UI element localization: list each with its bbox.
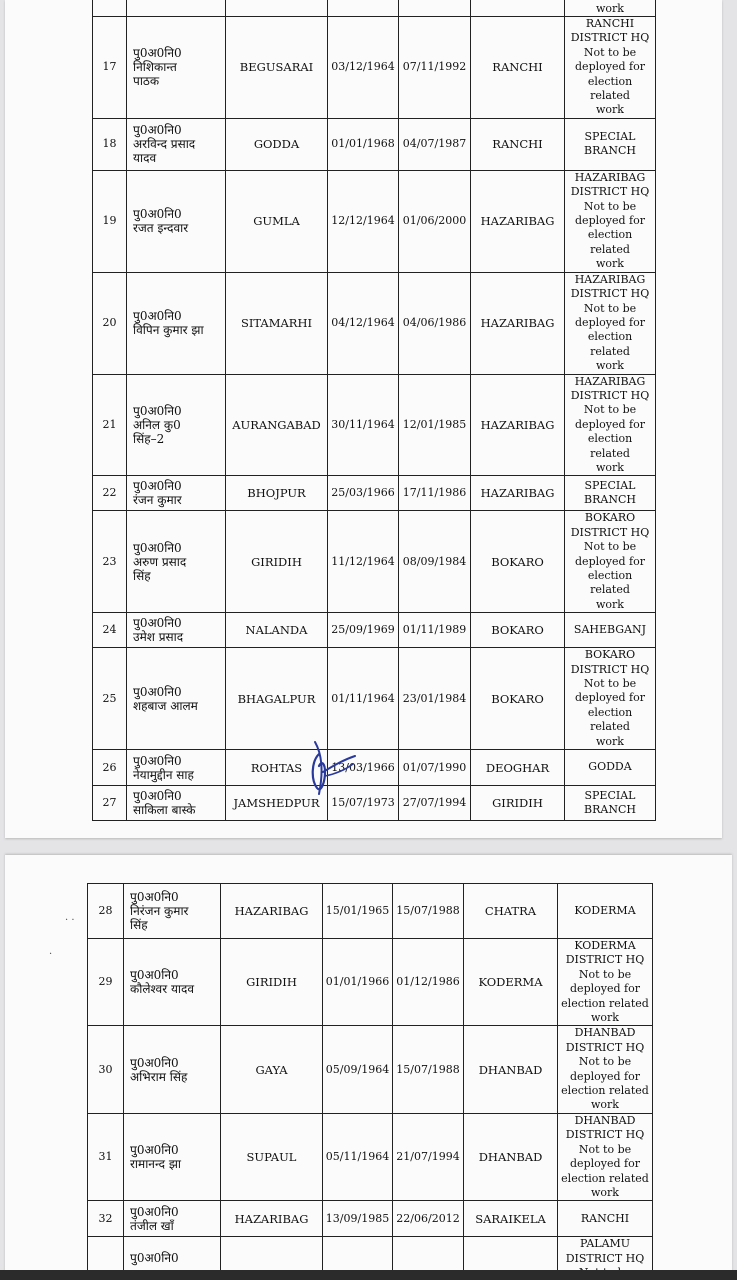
table-row	[93, 476, 656, 511]
officer-name-line: शहबाज आलम	[133, 698, 198, 713]
date-of-birth-cell: 25/03/1966	[328, 476, 399, 511]
home-district-cell: AURANGABAD	[226, 374, 328, 476]
table-row	[93, 272, 656, 374]
date-of-birth-cell: 15/01/1965	[323, 884, 393, 939]
text-line: DISTRICT HQ	[570, 287, 650, 301]
text-line: work	[596, 257, 624, 271]
text-line: work	[591, 1098, 619, 1112]
officer-name-line: सिंह	[130, 918, 148, 932]
personnel-table-page-2	[87, 883, 653, 1280]
text-line: KODERMA	[574, 939, 636, 952]
officer-name-line: साकिला बास्के	[133, 803, 196, 818]
text-line: SAHEBGANJ	[573, 623, 647, 637]
text-line: DISTRICT HQ	[570, 662, 650, 676]
text-line: Not to be	[578, 967, 632, 981]
proposed-posting-remark-cell	[558, 1113, 653, 1200]
text-line: Not to be	[578, 1055, 632, 1069]
officer-name-line: रंजन कुमार	[133, 493, 182, 508]
officer-name-line: सिंह–2	[133, 431, 165, 446]
appointment-date-cell: 22/06/2012	[393, 1201, 464, 1237]
current-posting-cell: HAZARIBAG	[471, 272, 565, 374]
current-posting-cell: DHANBAD	[464, 1026, 558, 1113]
text-line: election related	[561, 1084, 649, 1098]
appointment-date-cell: 27/07/1994	[399, 786, 471, 821]
text-line: work	[591, 1185, 619, 1199]
text-line: SPECIAL	[584, 129, 636, 143]
appointment-date-cell: 01/07/1990	[399, 750, 471, 786]
date-of-birth-cell: 13/03/1966	[328, 750, 399, 786]
text-line: work	[596, 359, 624, 373]
personnel-table-page-1	[92, 0, 656, 821]
proposed-posting-remark-cell	[565, 170, 656, 272]
officer-name-line: पु0अ0नि0	[133, 684, 182, 699]
officer-name-cell: पु0अ0नि0	[124, 1237, 221, 1280]
text-line: election related	[587, 705, 633, 734]
officer-name-line: अरुण प्रसाद	[133, 554, 187, 569]
home-district-cell: BHAGALPUR	[226, 648, 328, 750]
text-line: DHANBAD	[574, 1113, 636, 1127]
text-line: HAZARIBAG	[574, 272, 646, 286]
text-line: PALAMU	[579, 1237, 631, 1251]
proposed-posting-remark-cell	[565, 613, 656, 648]
text-line: DHANBAD	[574, 1026, 636, 1040]
officer-name-line: पु0अ0नि0	[130, 1055, 179, 1070]
current-posting-cell: SARAIKELA	[464, 1201, 558, 1237]
home-district-cell: HAZARIBAG	[221, 884, 323, 939]
text-line: DISTRICT HQ	[565, 1128, 645, 1142]
date-of-birth-cell: 12/12/1964	[328, 170, 399, 272]
officer-name-line: पु0अ0नि0	[130, 1204, 179, 1219]
appointment-date-cell: 15/07/1988	[393, 1026, 464, 1113]
officer-name-line: कौलेश्वर यादव	[130, 982, 195, 997]
text-line: DISTRICT HQ	[570, 388, 650, 402]
table-row	[88, 1201, 653, 1237]
proposed-posting-remark-cell	[558, 939, 653, 1026]
serial-number-cell: 29	[88, 939, 124, 1026]
serial-number-cell: 28	[88, 884, 124, 939]
text-line: Not to be	[583, 403, 637, 417]
home-district-cell: SUPAUL	[221, 1113, 323, 1200]
home-district-cell: GODDA	[226, 118, 328, 170]
serial-number-cell: 27	[93, 786, 127, 821]
officer-name-line: अरविन्द प्रसाद	[133, 137, 196, 152]
current-posting-cell: KODERMA	[464, 939, 558, 1026]
text-line: work	[596, 103, 624, 117]
table-row	[93, 511, 656, 613]
date-of-birth-cell: 05/11/1964	[323, 1113, 393, 1200]
remark-cell: work	[565, 0, 656, 17]
proposed-posting-remark-cell	[565, 272, 656, 374]
current-posting-cell: DHANBAD	[464, 1113, 558, 1200]
home-district-cell: GUMLA	[226, 170, 328, 272]
text-line: election related	[587, 432, 633, 460]
home-district-cell: BEGUSARAI	[226, 17, 328, 119]
text-line: deployed for	[575, 315, 645, 329]
home-district-cell: SITAMARHI	[226, 272, 328, 374]
officer-name-line: रजत इन्दवार	[133, 221, 189, 236]
table-row	[88, 1026, 653, 1113]
officer-name-line: पु0अ0नि0	[130, 968, 179, 983]
proposed-posting-remark-cell	[565, 476, 656, 511]
proposed-posting-remark-cell	[558, 884, 653, 939]
date-of-birth-cell: 13/09/1985	[323, 1201, 393, 1237]
officer-name-cell	[127, 17, 226, 119]
text-line: deployed for	[570, 1157, 640, 1171]
appointment-date-cell: 17/11/1986	[399, 476, 471, 511]
text-line: RANCHI	[580, 1211, 630, 1225]
officer-name-cell	[124, 1113, 221, 1200]
officer-name-line: पु0अ0नि0	[133, 789, 182, 804]
proposed-posting-remark-cell	[565, 374, 656, 476]
officer-name-line: निशिकान्त	[133, 60, 177, 75]
appointment-date-cell: 04/07/1987	[399, 118, 471, 170]
serial-number-cell: 20	[93, 272, 127, 374]
text-line: BOKARO	[584, 648, 636, 662]
officer-name-line: पाठक	[133, 74, 160, 89]
text-line: deployed for	[575, 60, 645, 74]
text-line: DISTRICT HQ	[565, 953, 645, 967]
text-line: BRANCH	[584, 803, 636, 817]
officer-name-line: रामानन्द झा	[130, 1157, 182, 1172]
text-line: election related	[561, 1171, 649, 1185]
officer-name-cell	[127, 511, 226, 613]
text-line: deployed for	[575, 417, 645, 431]
officer-name-line: नेयामुद्दीन साह	[133, 767, 194, 782]
officer-name-cell	[127, 272, 226, 374]
officer-name-cell	[127, 786, 226, 821]
officer-name-line: पु0अ0नि0	[133, 309, 182, 324]
table-row	[93, 17, 656, 119]
date-of-birth-cell: 01/11/1964	[328, 648, 399, 750]
appointment-date-cell: 01/11/1989	[399, 613, 471, 648]
appointment-date-cell: 01/06/2000	[399, 170, 471, 272]
text-line: work	[596, 734, 624, 748]
text-line: BOKARO	[584, 511, 636, 525]
proposed-posting-remark-cell	[565, 750, 656, 786]
text-line: deployed for	[570, 982, 640, 996]
proposed-posting-remark-cell	[565, 648, 656, 750]
table-row	[93, 786, 656, 821]
officer-name-line: उमेश प्रसाद	[133, 630, 184, 645]
date-of-birth-cell: 05/09/1964	[323, 1026, 393, 1113]
home-district-cell: JAMSHEDPUR	[226, 786, 328, 821]
current-posting-cell: BOKARO	[471, 648, 565, 750]
current-posting-cell: HAZARIBAG	[471, 170, 565, 272]
appointment-date-cell: 07/11/1992	[399, 17, 471, 119]
serial-number-cell: 18	[93, 118, 127, 170]
serial-number-cell: 17	[93, 17, 127, 119]
home-district-cell: GIRIDIH	[221, 939, 323, 1026]
current-posting-cell: RANCHI	[471, 17, 565, 119]
serial-number-cell: 32	[88, 1201, 124, 1237]
officer-name-line: अनिल कु0	[133, 417, 181, 432]
text-line: election related	[561, 996, 649, 1010]
text-line: BRANCH	[584, 493, 636, 507]
text-line: RANCHI	[585, 17, 635, 30]
officer-name-cell	[124, 939, 221, 1026]
officer-name-cell	[124, 1026, 221, 1113]
date-of-birth-cell: 25/09/1969	[328, 613, 399, 648]
officer-name-cell	[124, 1201, 221, 1237]
date-of-birth-cell: 01/01/1966	[323, 939, 393, 1026]
text-line: work	[596, 460, 624, 474]
officer-name-line: यादव	[133, 151, 157, 166]
officer-name-cell	[127, 118, 226, 170]
table-row	[93, 750, 656, 786]
current-posting-cell: BOKARO	[471, 511, 565, 613]
text-line: Not to be	[583, 45, 637, 59]
text-line: HAZARIBAG	[574, 374, 646, 388]
officer-name-cell	[127, 476, 226, 511]
officer-name-line: अभिराम सिंह	[130, 1069, 188, 1084]
text-line: deployed for	[575, 214, 645, 228]
officer-name-line: विपिन कुमार झा	[133, 323, 204, 338]
proposed-posting-remark-cell	[565, 118, 656, 170]
date-of-birth-cell: 01/01/1968	[328, 118, 399, 170]
current-posting-cell: BOKARO	[471, 613, 565, 648]
home-district-cell: GAYA	[221, 1026, 323, 1113]
appointment-date-cell: 21/07/1994	[393, 1113, 464, 1200]
proposed-posting-remark-cell	[558, 1201, 653, 1237]
current-posting-cell: HAZARIBAG	[471, 476, 565, 511]
text-line: deployed for	[575, 691, 645, 705]
serial-number-cell: 24	[93, 613, 127, 648]
appointment-date-cell: 15/07/1988	[393, 884, 464, 939]
date-of-birth-cell: 11/12/1964	[328, 511, 399, 613]
officer-name-line: पु0अ0नि0	[130, 1143, 179, 1158]
proposed-posting-remark-cell	[565, 17, 656, 119]
text-line: election related	[587, 228, 633, 256]
text-line: deployed for	[570, 1069, 640, 1083]
officer-name-line: पु0अ0नि0	[133, 616, 182, 631]
officer-name-line: पु0अ0नि0	[133, 207, 182, 222]
table-row	[93, 374, 656, 476]
officer-name-cell	[127, 648, 226, 750]
table-row-partial-top	[93, 0, 656, 17]
home-district-cell: BHOJPUR	[226, 476, 328, 511]
date-of-birth-cell: 15/07/1973	[328, 786, 399, 821]
serial-number-cell: 21	[93, 374, 127, 476]
table-row	[93, 118, 656, 170]
current-posting-cell: RANCHI	[471, 118, 565, 170]
home-district-cell: HAZARIBAG	[221, 1201, 323, 1237]
text-line: GODDA	[588, 760, 632, 774]
text-line: DISTRICT HQ	[570, 31, 650, 45]
officer-name-cell	[127, 170, 226, 272]
appointment-date-cell: 08/09/1984	[399, 511, 471, 613]
text-line: election related	[587, 74, 633, 103]
officer-name-line: निरंजन कुमार	[130, 904, 189, 918]
text-line: work	[596, 597, 624, 611]
text-line: Not to be	[583, 301, 637, 315]
officer-name-line: पु0अ0नि0	[130, 890, 179, 904]
document-page-2	[5, 855, 732, 1280]
officer-name-line: पु0अ0नि0	[133, 540, 182, 555]
text-line: election related	[587, 569, 633, 597]
table-row	[88, 884, 653, 939]
text-line: KODERMA	[574, 903, 636, 917]
appointment-date-cell: 01/12/1986	[393, 939, 464, 1026]
text-line: Not to be	[578, 1142, 632, 1156]
serial-number-cell: 31	[88, 1113, 124, 1200]
bottom-edge-bar	[0, 1270, 737, 1280]
officer-name-line: पु0अ0नि0	[133, 753, 182, 768]
text-line: DISTRICT HQ	[565, 1040, 645, 1054]
current-posting-cell: HAZARIBAG	[471, 374, 565, 476]
proposed-posting-remark-cell	[565, 511, 656, 613]
text-line: Not to be	[583, 540, 637, 554]
serial-number-cell: 19	[93, 170, 127, 272]
officer-name-line: पु0अ0नि0	[133, 46, 182, 61]
home-district-cell: GIRIDIH	[226, 511, 328, 613]
text-line: Not to be	[583, 677, 637, 691]
current-posting-cell: CHATRA	[464, 884, 558, 939]
text-line: DISTRICT HQ	[570, 185, 650, 199]
appointment-date-cell: 23/01/1984	[399, 648, 471, 750]
text-line: HAZARIBAG	[574, 170, 646, 184]
scan-speck: ·	[49, 949, 53, 960]
table-row	[88, 1113, 653, 1200]
text-line: SPECIAL	[584, 788, 636, 802]
officer-name-line: सिंह	[133, 568, 151, 583]
text-line: work	[591, 1011, 619, 1025]
officer-name-line: पु0अ0नि0	[133, 123, 182, 138]
text-line: election related	[587, 330, 633, 358]
officer-name-cell	[127, 613, 226, 648]
serial-number-cell: 23	[93, 511, 127, 613]
proposed-posting-remark-cell	[565, 786, 656, 821]
appointment-date-cell: 12/01/1985	[399, 374, 471, 476]
current-posting-cell: DEOGHAR	[471, 750, 565, 786]
scan-speck: · ·	[65, 915, 75, 926]
serial-number-cell: 25	[93, 648, 127, 750]
officer-name-line: पु0अ0नि0	[133, 479, 182, 494]
text-line: deployed for	[575, 554, 645, 568]
officer-name-cell	[124, 884, 221, 939]
home-district-cell: ROHTAS	[226, 750, 328, 786]
text-line: DISTRICT HQ	[565, 1251, 645, 1265]
officer-name-line: तंजील खाँ	[130, 1218, 174, 1233]
text-line: DISTRICT HQ	[570, 525, 650, 539]
officer-name-line: पु0अ0नि0	[133, 403, 182, 418]
text-line: BRANCH	[584, 144, 636, 158]
document-page-1	[5, 0, 722, 838]
text-line: Not to be	[583, 199, 637, 213]
date-of-birth-cell: 30/11/1964	[328, 374, 399, 476]
text-line: SPECIAL	[584, 478, 636, 492]
date-of-birth-cell: 04/12/1964	[328, 272, 399, 374]
officer-name-cell	[127, 750, 226, 786]
officer-name-cell	[127, 374, 226, 476]
current-posting-cell: GIRIDIH	[471, 786, 565, 821]
serial-number-cell: 22	[93, 476, 127, 511]
table-row	[93, 613, 656, 648]
table-row	[88, 939, 653, 1026]
date-of-birth-cell: 03/12/1964	[328, 17, 399, 119]
serial-number-cell: 30	[88, 1026, 124, 1113]
serial-number-cell: 26	[93, 750, 127, 786]
home-district-cell: NALANDA	[226, 613, 328, 648]
table-row	[93, 170, 656, 272]
table-row	[93, 648, 656, 750]
appointment-date-cell: 04/06/1986	[399, 272, 471, 374]
signature-icon	[305, 736, 365, 798]
proposed-posting-remark-cell	[558, 1026, 653, 1113]
